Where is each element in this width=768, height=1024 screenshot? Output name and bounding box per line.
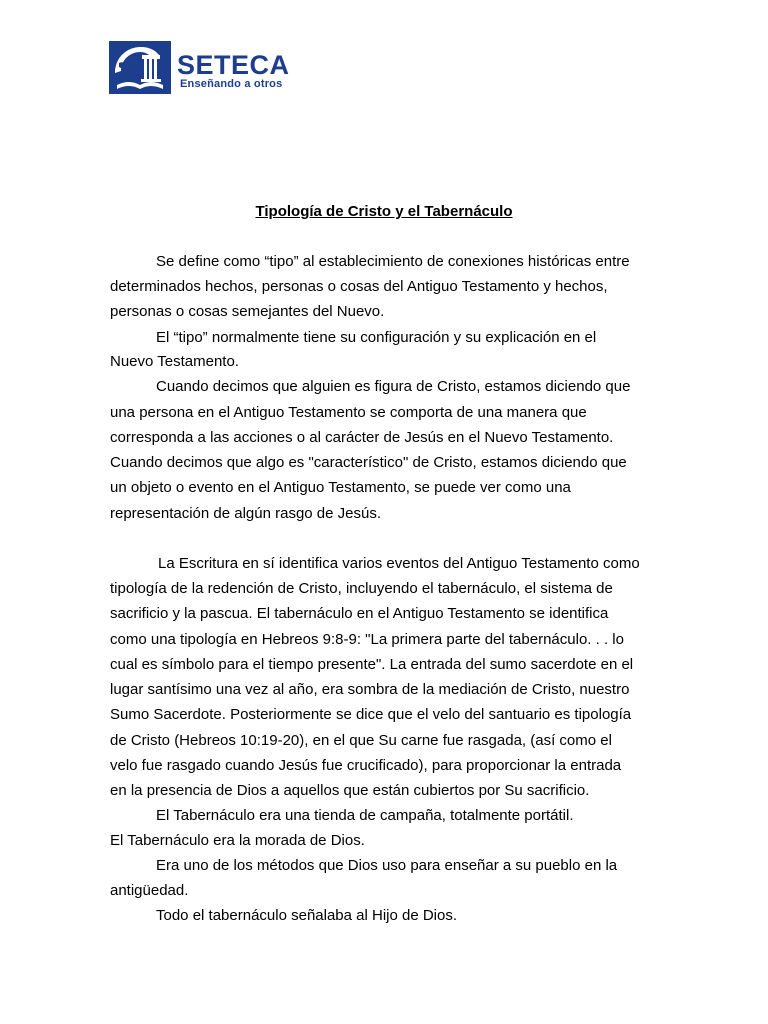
paragraph-line: cual es símbolo para el tiempo presente". La entrada del sumo sacerdote en el: [110, 656, 634, 673]
paragraph-line: Todo el tabernáculo señalaba al Hijo de Dios.: [156, 907, 458, 924]
logo-tagline: Enseñando a otros: [180, 78, 283, 90]
paragraph-line: como una tipología en Hebreos 9:8-9: "La primera parte del tabernáculo. . . lo: [110, 631, 624, 648]
paragraph-line: Era uno de los métodos que Dios uso para enseñar a su pueblo en la: [156, 857, 618, 874]
paragraph-line: Sumo Sacerdote. Posteriormente se dice que el velo del santuario es tipología: [110, 706, 632, 723]
paragraph-line: antigüedad.: [110, 882, 189, 899]
paragraph-line: El Tabernáculo era la morada de Dios.: [110, 832, 365, 849]
paragraph-line: El Tabernáculo era una tienda de campaña, totalmente portátil.: [156, 807, 574, 824]
paragraph-line: La Escritura en sí identifica varios eventos del Antiguo Testamento como: [158, 555, 640, 572]
paragraph-line: corresponda a las acciones o al carácter de Jesús en el Nuevo Testamento.: [110, 429, 614, 446]
paragraph-line: velo fue rasgado cuando Jesús fue crucificado), para proporcionar la entrada: [110, 757, 622, 774]
seteca-logo: [109, 41, 309, 97]
paragraph-line: Se define como “tipo” al establecimiento de conexiones históricas entre: [156, 253, 630, 270]
document-title: Tipología de Cristo y el Tabernáculo: [255, 203, 513, 220]
paragraph-line: representación de algún rasgo de Jesús.: [110, 505, 382, 522]
paragraph-line: sacrificio y la pascua. El tabernáculo en el Antiguo Testamento se identifica: [110, 605, 609, 622]
paragraph-line: Cuando decimos que alguien es figura de Cristo, estamos diciendo que: [156, 378, 631, 395]
paragraph-line: en la presencia de Dios a aquellos que están cubiertos por Su sacrificio.: [110, 782, 590, 799]
seteca-emblem-icon: [109, 41, 171, 94]
paragraph-line: lugar santísimo una vez al año, era sombra de la mediación de Cristo, nuestro: [110, 681, 630, 698]
paragraph-line: de Cristo (Hebreos 10:19-20), en el que Su carne fue rasgada, (así como el: [110, 732, 612, 749]
paragraph-line: Cuando decimos que algo es "característico" de Cristo, estamos diciendo que: [110, 454, 627, 471]
paragraph-line: personas o cosas semejantes del Nuevo.: [110, 303, 385, 320]
paragraph-line: una persona en el Antiguo Testamento se comporta de una manera que: [110, 404, 587, 421]
paragraph-line: un objeto o evento en el Antiguo Testamento, se puede ver como una: [110, 479, 571, 496]
paragraph-line: El “tipo” normalmente tiene su configuración y su explicación en el: [156, 329, 597, 346]
paragraph-line: determinados hechos, personas o cosas del Antiguo Testamento y hechos,: [110, 278, 608, 295]
logo-name: SETECA: [177, 50, 290, 80]
paragraph-line: tipología de la redención de Cristo, incluyendo el tabernáculo, el sistema de: [110, 580, 613, 597]
paragraph-line: Nuevo Testamento.: [110, 353, 239, 370]
